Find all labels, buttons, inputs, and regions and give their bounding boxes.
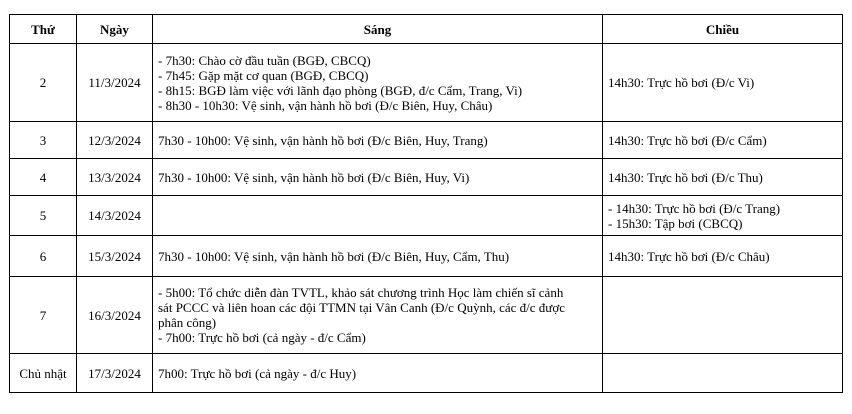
- morning-entry: - 7h30: Chào cờ đầu tuần (BGĐ, CBCQ): [158, 52, 371, 68]
- morning-cell: [153, 44, 603, 122]
- header-row: [10, 15, 843, 44]
- date-cell: 16/3/2024: [77, 277, 153, 354]
- schedule-body: [10, 44, 843, 393]
- morning-entry: - 7h45: Gặp mặt cơ quan (BGĐ, CBCQ): [158, 67, 369, 83]
- afternoon-cell: [603, 122, 843, 159]
- morning-entry: 7h30 - 10h00: Vệ sinh, vận hành hồ bơi (Đ/c Biên, Huy, Cẩm, Thu): [158, 248, 510, 264]
- day-cell: 5: [10, 196, 77, 236]
- afternoon-entry: 14h30: Trực hồ bơi (Đ/c Châu): [608, 248, 770, 264]
- day-cell: 3: [10, 122, 77, 159]
- morning-entry: - 8h15: BGĐ làm việc với lãnh đạo phòng (BGĐ, đ/c Cẩm, Trang, Vi): [158, 82, 523, 98]
- date-cell: 13/3/2024: [77, 159, 153, 196]
- table-row: [10, 354, 843, 393]
- afternoon-entry: 14h30: Trực hồ bơi (Đ/c Thu): [608, 169, 763, 185]
- afternoon-cell: [603, 159, 843, 196]
- afternoon-entry: - 14h30: Trực hồ bơi (Đ/c Trang): [608, 200, 781, 216]
- afternoon-cell: [603, 196, 843, 236]
- date-cell: 17/3/2024: [77, 354, 153, 393]
- morning-entry: sát PCCC và liên hoan các đội TTMN tại Vân Canh (Đ/c Quỳnh, các đ/c được: [158, 300, 565, 315]
- header-day: Thứ: [10, 15, 77, 44]
- day-cell: Chủ nhật: [10, 354, 77, 393]
- morning-entry: 7h00: Trực hồ bơi (cả ngày - đ/c Huy): [158, 365, 357, 381]
- day-cell: 4: [10, 159, 77, 196]
- date-cell: 14/3/2024: [77, 196, 153, 236]
- table-row: [10, 159, 843, 196]
- morning-cell: [153, 236, 603, 277]
- morning-entry: 7h30 - 10h00: Vệ sinh, vận hành hồ bơi (Đ/c Biên, Huy, Vi): [158, 169, 470, 185]
- morning-cell: [153, 159, 603, 196]
- header-afternoon: Chiều: [603, 15, 843, 44]
- table-row: [10, 196, 843, 236]
- table-row: [10, 122, 843, 159]
- table-row: [10, 236, 843, 277]
- morning-entry: phân công): [158, 315, 217, 330]
- afternoon-cell: [603, 354, 843, 393]
- morning-cell: [153, 196, 603, 236]
- morning-cell: [153, 122, 603, 159]
- weekly-schedule-table: [9, 14, 843, 393]
- header-morning: Sáng: [153, 15, 603, 44]
- header-date: Ngày: [77, 15, 153, 44]
- date-cell: 15/3/2024: [77, 236, 153, 277]
- morning-cell: [153, 277, 603, 354]
- morning-entry: 7h30 - 10h00: Vệ sinh, vận hành hồ bơi (Đ/c Biên, Huy, Trang): [158, 132, 488, 148]
- afternoon-entry: - 15h30: Tập bơi (CBCQ): [608, 215, 743, 231]
- afternoon-cell: [603, 236, 843, 277]
- morning-entry: - 8h30 - 10h30: Vệ sinh, vận hành hồ bơi (Đ/c Biên, Huy, Châu): [158, 97, 493, 113]
- afternoon-cell: [603, 277, 843, 354]
- afternoon-entry: 14h30: Trực hồ bơi (Đ/c Vi): [608, 75, 755, 90]
- date-cell: 11/3/2024: [77, 44, 153, 122]
- table-row: [10, 277, 843, 354]
- morning-cell: [153, 354, 603, 393]
- afternoon-cell: [603, 44, 843, 122]
- table-row: [10, 44, 843, 122]
- day-cell: 7: [10, 277, 77, 354]
- day-cell: 2: [10, 44, 77, 122]
- date-cell: 12/3/2024: [77, 122, 153, 159]
- afternoon-entry: 14h30: Trực hồ bơi (Đ/c Cẩm): [608, 132, 767, 148]
- day-cell: 6: [10, 236, 77, 277]
- morning-entry: - 7h00: Trực hồ bơi (cả ngày - đ/c Cẩm): [158, 330, 366, 345]
- morning-entry: - 5h00: Tổ chức diễn đàn TVTL, khảo sát chương trình Học làm chiến sĩ cảnh: [158, 285, 564, 300]
